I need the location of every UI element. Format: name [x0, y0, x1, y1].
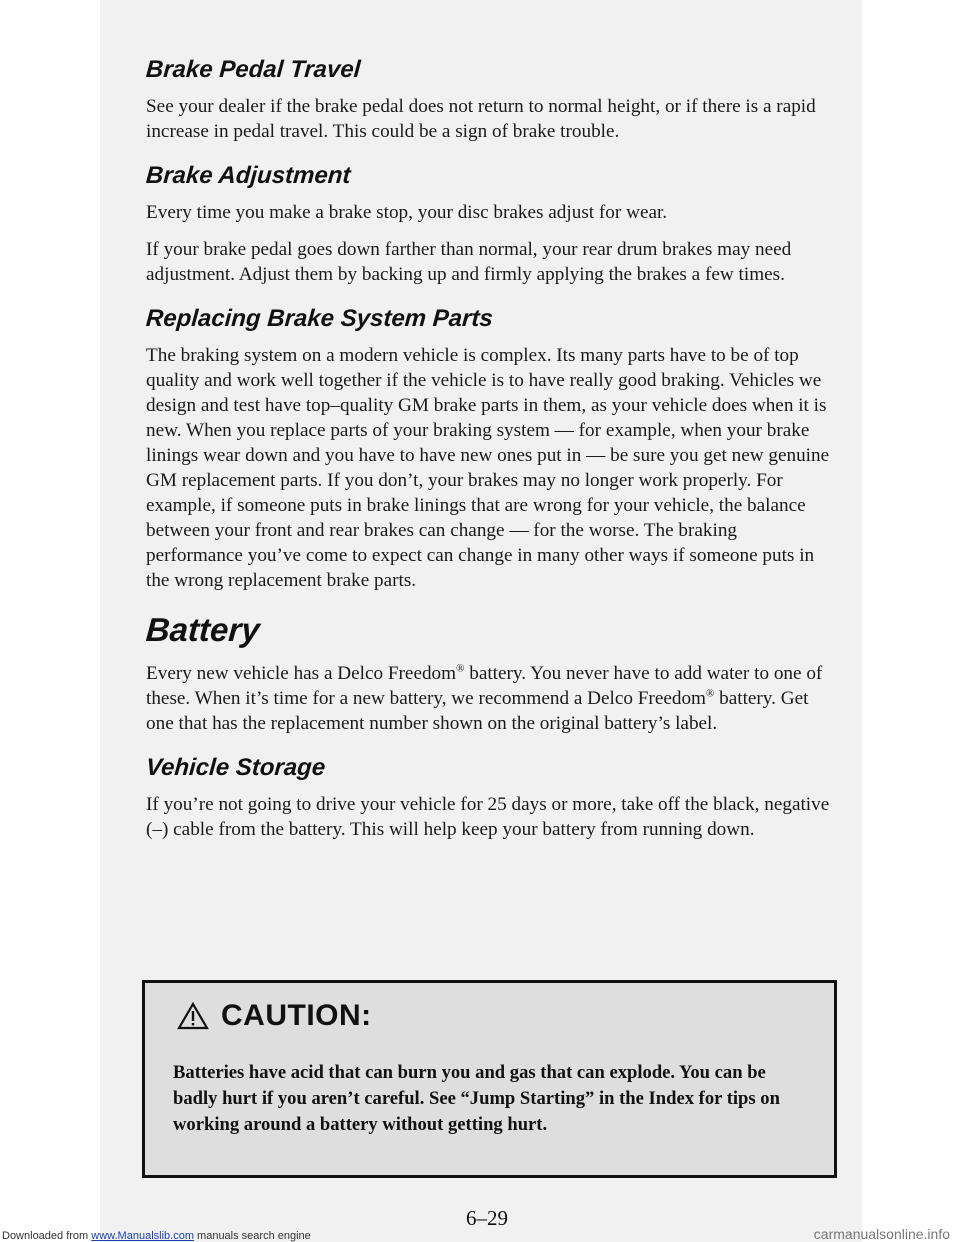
- battery-text-2: battery. You never have to add water to one of these. When it’s time for a new battery, we recommend a Delco Freedom: [146, 663, 823, 709]
- section-vehicle-storage: [146, 754, 836, 842]
- section-brake-adjustment: [146, 162, 836, 287]
- caution-text: Batteries have acid that can burn you and gas that can explode. You can be badly hurt if you aren’t careful. See “Jump Starting” in the Index for tips on working around a battery without getting hurt.: [173, 1062, 780, 1135]
- watermark: carmanualsonline.info: [813, 1226, 950, 1242]
- heading-brake-adjustment: Brake Adjustment: [145, 162, 352, 189]
- paragraph: [146, 661, 836, 736]
- manualslib-link[interactable]: www.Manualslib.com: [91, 1230, 194, 1242]
- download-notice: [2, 1230, 311, 1242]
- paragraph: See your dealer if the brake pedal does not return to normal height, or if there is a rapid increase in pedal travel. This could be a sign of brake trouble.: [146, 96, 816, 142]
- caution-title: [177, 999, 372, 1033]
- registered-mark: ®: [705, 687, 715, 700]
- paragraph: Every time you make a brake stop, your disc brakes adjust for wear.: [146, 202, 668, 223]
- caution-box: [142, 980, 837, 1178]
- heading-brake-pedal-travel: Brake Pedal Travel: [145, 56, 362, 83]
- page-number: 6–29: [466, 1206, 508, 1230]
- footer-prefix: Downloaded from: [2, 1230, 92, 1242]
- paragraph: The braking system on a modern vehicle is complex. Its many parts have to be of top quality and work well together if the vehicle is to have really good braking. Vehicles we design and test have top–quality GM brake parts in them, as your vehicle does when it is new. When you replace parts of your braking system — for example, when your brake linings wear down and you have to have new ones put in — be sure you get new genuine GM replacement parts. If you don’t, your brakes may no longer work properly. For example, if someone puts in brake linings that are wrong for your vehicle, the balance between your front and rear brakes can change — for the worse. The braking performance you’ve come to expect can change in many other ways if someone puts in the wrong replacement brake parts.: [146, 345, 830, 591]
- warning-triangle-icon: [177, 1002, 209, 1030]
- battery-text-3: battery. Get one that has the replacement number shown on the original battery’s label.: [146, 688, 809, 734]
- footer: [0, 1226, 960, 1242]
- battery-text-1: Every new vehicle has a Delco Freedom: [146, 663, 457, 684]
- paragraph: If you’re not going to drive your vehicle for 25 days or more, take off the black, negative (–) cable from the battery. This will help keep your battery from running down.: [146, 794, 830, 840]
- heading-vehicle-storage: Vehicle Storage: [145, 754, 327, 781]
- heading-replacing-brake-parts: Replacing Brake System Parts: [145, 305, 494, 332]
- heading-battery: Battery: [144, 611, 262, 648]
- section-replacing-brake-parts: [146, 305, 836, 593]
- manual-content: [146, 56, 836, 860]
- footer-suffix: manuals search engine: [193, 1230, 311, 1242]
- caution-label: CAUTION:: [221, 999, 372, 1032]
- section-battery: [146, 611, 836, 736]
- paragraph: If your brake pedal goes down farther than normal, your rear drum brakes may need adjustment. Adjust them by backing up and firmly applying the brakes a few times.: [146, 239, 792, 285]
- section-brake-pedal-travel: [146, 56, 836, 144]
- registered-mark: ®: [456, 662, 465, 675]
